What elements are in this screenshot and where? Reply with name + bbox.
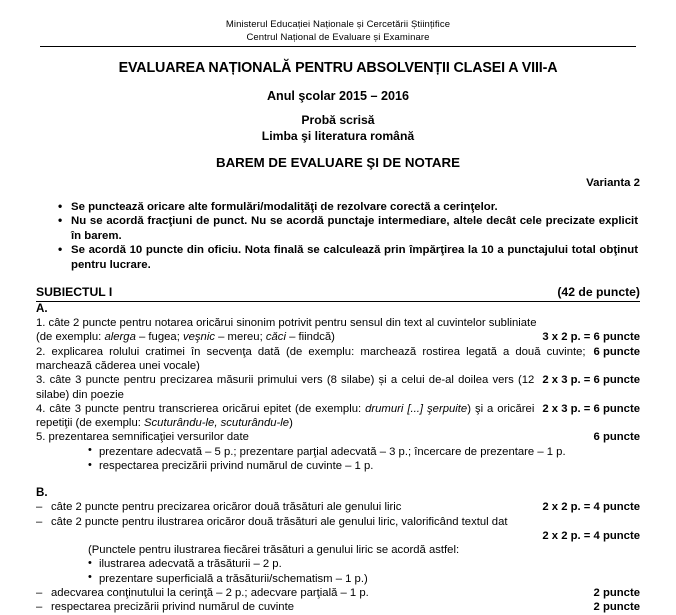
subject-body [36,302,640,615]
example-word-2: veşnic [182,331,215,344]
section-b-final-item-2 [36,600,640,614]
section-b-item-1-points: 2 x 2 p. = 4 puncte [542,501,640,514]
repetitie-example: Scuturându-le, scuturându-le [144,417,290,430]
section-b-item-1-text: – câte 2 puncte pentru precizarea oricăror două trăsături ale genului liric [51,501,402,514]
section-b-item-2-text: câte 2 puncte pentru ilustrarea oricăror două trăsături ale genului liric, valorificând textul dat [51,515,508,528]
list-item: • respectarea precizării privind numărul de cuvinte – 1 p. [88,459,640,473]
list-item: • ilustrarea adecvată a trăsăturii – 2 p. [88,557,640,571]
list-item: • prezentare superficială a trăsăturii/schematism – 1 p.) [88,572,640,586]
header-divider [40,46,636,47]
subject-heading [36,285,640,302]
scoring-item-1-text: 1. câte 2 puncte pentru notarea oricărui sinonim potrivit pentru sensul din text al cuvintelor subliniate [36,317,537,330]
example-prefix: (de exemplu: [36,331,105,344]
scoring-item-4-points: 2 x 3 p. = 6 puncte [542,402,640,415]
scoring-item-1-points: 3 x 2 p. = 6 puncte [542,331,640,344]
scoring-item-5 [36,430,640,444]
example-sep-3: – fiindcă) [285,331,335,344]
section-b-item-2 [36,515,640,529]
document-header [0,0,676,44]
ministry-line-2: Centrul Național de Evaluare și Examinare [246,31,430,43]
barem-title: BAREM DE EVALUARE ŞI DE NOTARE [215,155,461,170]
subject-label: SUBIECTUL I [36,285,113,300]
scoring-item-1 [36,316,640,330]
exam-type: Probă scrisă [301,113,375,127]
school-year: Anul şcolar 2015 – 2016 [266,89,410,103]
section-b-final-item-2-points: 2 puncte [593,601,640,614]
example-word-1: alerga [104,331,136,344]
variant-label: Varianta 2 [586,177,640,189]
scoring-item-2-text: 2. explicarea rolului cratimei în secvenţa dată (de exemplu: marchează rostirea legată a două cuvinte; marchează căderea unei vocale) [36,345,586,372]
list-item: • Se acordă 10 puncte din oficiu. Nota finală se calculează prin împărţirea la 10 a punctajului total obţinut pentru lucrare. [57,243,638,272]
list-item: • Nu se acordă fracţiuni de punct. Nu se acordă punctaje intermediare, altele decât cele precizate explicit în barem. [57,214,638,243]
scoring-item-4-mid: ) şi a oricărei repetiţii (de exemplu: [36,402,535,430]
subject-points: (42 de puncte) [557,285,640,300]
list-item: • prezentare adecvată – 5 p.; prezentare parţial adecvată – 3 p.; încercare de prezentare – 1 p. [88,445,640,459]
scoring-item-2 [36,345,640,374]
section-b-letter: B. [36,486,48,500]
scoring-item-5-points: 6 puncte [593,431,640,444]
section-b-final-item-2-text: – respectarea precizării privind numărul de cuvinte [51,601,294,614]
intro-rules [0,200,676,272]
section-b-item-2-points: 2 x 2 p. = 4 puncte [542,529,640,542]
ministry-line-1: Ministerul Educației Naționale și Cercetării Științifice [225,19,451,30]
scoring-item-1-example [36,330,640,344]
section-b-note-bullets [88,557,640,586]
epitet-example: drumuri [...] şerpuite [365,402,468,415]
section-b-item-1 [36,500,640,514]
scoring-item-4 [36,402,640,431]
page-title: EVALUAREA NAȚIONALĂ PENTRU ABSOLVENȚII CLASEI A VIII-A [118,60,558,76]
scoring-item-3-points: 2 x 3 p. = 6 puncte [542,374,640,387]
section-b-note: (Punctele pentru ilustrarea fiecărei trăsături a genului liric se acordă astfel: [88,544,460,557]
example-sep-1: – fugea; [135,331,183,344]
scoring-item-2-points: 6 puncte [593,345,640,358]
section-a-letter: A. [36,302,48,316]
section-b-final-item-1-text: – adecvarea conţinutului la cerinţă – 2 p.; adecvare parţială – 1 p. [51,587,369,600]
example-sep-2: – mereu; [215,331,266,344]
list-item: • Se punctează oricare alte formulări/modalităţi de rezolvare corectă a cerinţelor. [57,200,638,214]
example-word-3: căci [265,331,286,344]
scoring-item-5-text: 5. prezentarea semnificaţiei versurilor date [36,431,249,444]
exam-subject: Limba şi literatura română [261,128,415,143]
scoring-item-3-text: 3. câte 3 puncte pentru precizarea măsurii primului vers (8 silabe) și a celui de-al doilea vers (12 silabe) din poezie [36,374,535,401]
scoring-item-4-text: 4. câte 3 puncte pentru transcrierea oricărui epitet (de exemplu: [36,402,366,415]
scoring-item-4-end: ) [289,417,293,430]
section-b-final-item-1 [36,586,640,600]
section-a-subbullets [88,445,640,474]
scoring-item-3 [36,373,640,402]
section-b-final-item-1-points: 2 puncte [593,587,640,600]
